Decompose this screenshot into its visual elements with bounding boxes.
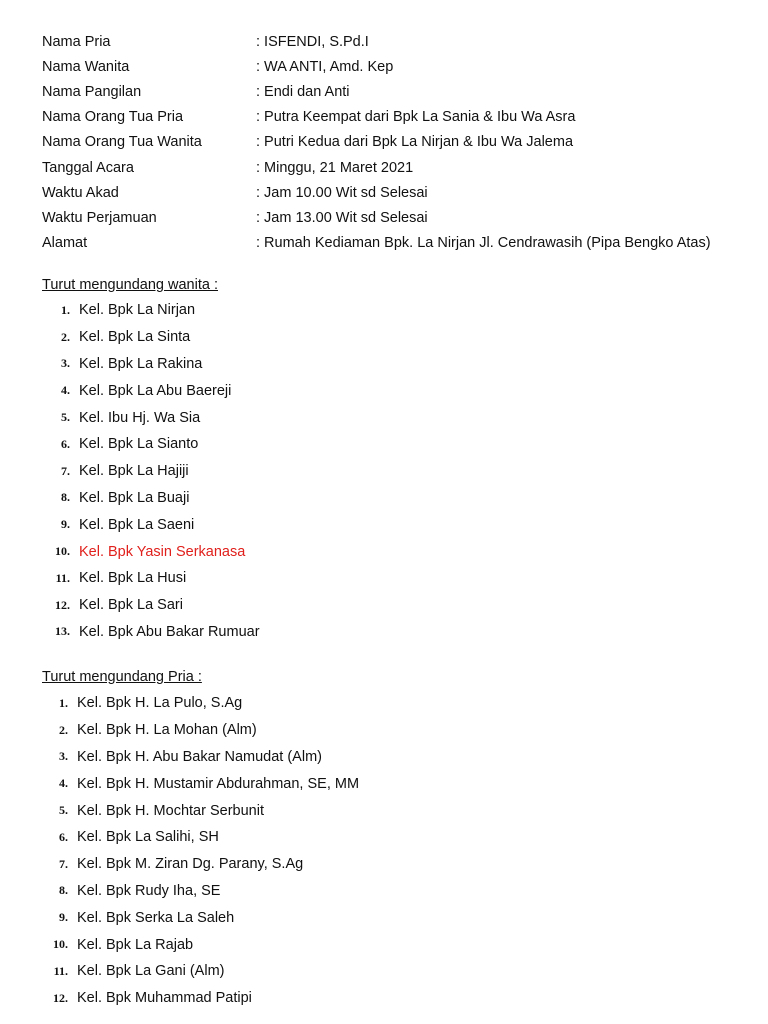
list-item-text: Kel. Bpk La Salihi, SH [77,829,219,846]
list-item [0,619,260,646]
list-item-text: Kel. Bpk Abu Bakar Rumuar [79,623,260,640]
info-label: Nama Pria [42,33,111,50]
list-number: 7. [61,463,70,478]
list-item-text: Kel. Bpk H. Abu Bakar Namudat (Alm) [77,748,322,765]
info-row [42,105,711,130]
info-label: Tanggal Acara [42,159,134,176]
list-item [0,851,359,878]
male-invitees-list [0,690,359,1012]
list-item-text: Kel. Bpk H. La Mohan (Alm) [77,722,257,739]
info-row [42,205,711,230]
list-item-text: Kel. Bpk La Abu Baereji [79,382,232,399]
list-item [0,324,260,351]
list-item [0,878,359,905]
list-number: 8. [61,490,70,505]
list-number: 7. [59,856,68,871]
list-number: 10. [53,937,68,952]
list-item [0,958,359,985]
list-item-text: Kel. Bpk La Buaji [79,489,190,506]
info-value: : Rumah Kediaman Bpk. La Nirjan Jl. Cendrawasih (Pipa Bengko Atas) [256,235,711,252]
list-item-text: Kel. Bpk La Husi [79,570,187,587]
list-item-text: Kel. Ibu Hj. Wa Sia [79,409,201,426]
list-item [0,511,260,538]
info-label: Nama Orang Tua Pria [42,109,184,126]
list-number: 5. [59,803,68,818]
info-label: Waktu Perjamuan [42,209,157,226]
info-row [42,79,711,104]
list-item [0,985,359,1012]
list-number: 8. [59,883,68,898]
list-item [0,592,260,619]
list-number: 10. [55,544,70,559]
list-item [0,797,359,824]
list-number: 1. [59,695,68,710]
male-section-title: Turut mengundang Pria : [42,669,202,685]
list-item [0,377,260,404]
list-number: 4. [61,383,70,398]
info-value: : WA ANTI, Amd. Kep [256,58,394,75]
info-value: : Jam 10.00 Wit sd Selesai [256,184,428,201]
list-number: 6. [59,829,68,844]
list-number: 5. [61,410,70,425]
info-row [42,29,711,54]
list-item [0,690,359,717]
list-item-text: Kel. Bpk La Sinta [79,329,191,346]
info-label: Nama Wanita [42,58,130,75]
list-item-text: Kel. Bpk La Hajiji [79,463,189,480]
list-item [0,538,260,565]
list-number: 4. [59,776,68,791]
list-item-text: Kel. Bpk La Saeni [79,516,195,533]
list-number: 12. [55,597,70,612]
info-label: Waktu Akad [42,184,119,201]
list-number: 2. [61,329,70,344]
list-item-text: Kel. Bpk La Nirjan [79,302,196,319]
list-number: 11. [55,570,70,585]
list-item-text: Kel. Bpk M. Ziran Dg. Parany, S.Ag [77,856,304,873]
list-item [0,297,260,324]
list-item-text: Kel. Bpk La Gani (Alm) [77,963,225,980]
list-number: 11. [53,963,68,978]
info-label: Nama Orang Tua Wanita [42,134,202,151]
list-number: 9. [61,517,70,532]
list-item-text: Kel. Bpk La Sianto [79,436,199,453]
list-number: 3. [59,749,68,764]
info-row [42,180,711,205]
info-row [42,54,711,79]
info-row [42,155,711,180]
list-number: 6. [61,436,70,451]
list-item [0,931,359,958]
list-item [0,744,359,771]
list-item [0,351,260,378]
list-item [0,404,260,431]
list-item [0,770,359,797]
info-row [42,130,711,155]
female-invitees-list [0,297,260,645]
info-value: : Endi dan Anti [256,83,350,100]
list-number: 13. [55,624,70,639]
list-item-text: Kel. Bpk H. Mochtar Serbunit [77,802,264,819]
info-value: : Putra Keempat dari Bpk La Sania & Ibu Wa Asra [256,109,576,126]
list-item-text: Kel. Bpk Yasin Serkanasa [79,543,246,560]
list-item-text: Kel. Bpk Muhammad Patipi [77,990,252,1007]
list-item-text: Kel. Bpk H. La Pulo, S.Ag [77,695,243,712]
list-number: 3. [61,356,70,371]
info-value: : Putri Kedua dari Bpk La Nirjan & Ibu Wa Jalema [256,134,574,151]
list-item-text: Kel. Bpk Serka La Saleh [77,909,235,926]
list-item-text: Kel. Bpk La Sari [79,597,183,614]
female-section-title: Turut mengundang wanita : [42,277,218,293]
list-item [0,717,359,744]
list-item [0,458,260,485]
list-number: 1. [61,302,70,317]
list-item-text: Kel. Bpk La Rakina [79,355,203,372]
list-number: 2. [59,722,68,737]
info-row [42,231,711,256]
list-item-text: Kel. Bpk La Rajab [77,936,194,953]
list-item-text: Kel. Bpk H. Mustamir Abdurahman, SE, MM [77,775,360,792]
info-value: : Minggu, 21 Maret 2021 [256,159,414,176]
info-label: Nama Pangilan [42,83,142,100]
list-item [0,431,260,458]
list-item-text: Kel. Bpk Rudy Iha, SE [77,882,221,899]
list-item [0,904,359,931]
event-info-table [42,29,711,256]
info-label: Alamat [42,235,88,252]
info-value: : ISFENDI, S.Pd.I [256,33,369,50]
list-item [0,565,260,592]
list-number: 9. [59,910,68,925]
list-item [0,485,260,512]
list-item [0,824,359,851]
list-number: 12. [53,990,68,1005]
info-value: : Jam 13.00 Wit sd Selesai [256,209,428,226]
